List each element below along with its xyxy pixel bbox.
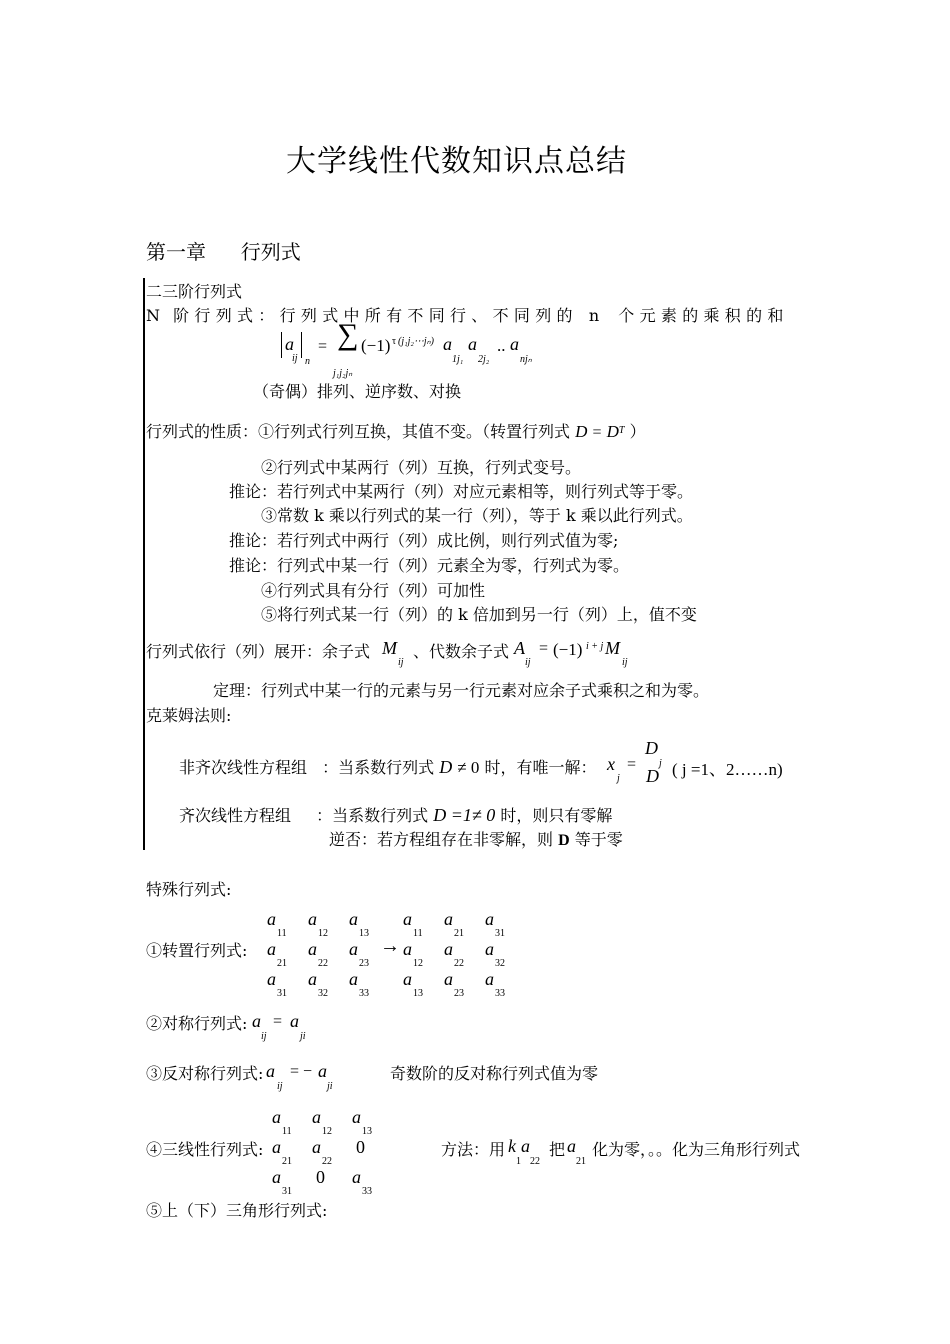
antisym-label: ③反对称行列式: <box>146 1064 264 1083</box>
triline-entry: 0 <box>356 1137 365 1157</box>
transpose-left-entry-sub: 21 <box>277 958 287 969</box>
anti-s2: ji <box>327 1081 333 1092</box>
formula-t2-sub: 2j₂ <box>478 354 490 365</box>
n-letter: n <box>588 306 600 325</box>
chapter-number: 第一章 <box>146 240 206 264</box>
nonhom-label: 非齐次线性方程组 <box>179 758 308 777</box>
sym-eq: = <box>273 1013 283 1030</box>
cramer-label: 克莱姆法则: <box>146 706 232 725</box>
triline-label: ④三线性行列式: <box>146 1140 264 1159</box>
transpose-left-entry-sub: 31 <box>277 988 287 999</box>
cofactor-ij: ij <box>525 657 531 668</box>
formula-tau: τ <box>392 336 397 347</box>
nonhom-neq: ≠ 0 <box>457 758 480 777</box>
props-label: 行列式的性质： <box>146 422 259 441</box>
transpose-label: ①转置行列式: <box>146 941 248 960</box>
antisym-note: 奇数阶的反对称行列式值为零 <box>390 1064 599 1083</box>
transpose-left-entry: a <box>267 909 276 929</box>
method-a22: a <box>521 1136 530 1156</box>
formula-an: a <box>510 334 519 354</box>
triangular-label: ⑤上（下）三角形行列式: <box>146 1201 328 1220</box>
props-p1: ①行列式行列互换，其值不变。（转置行列式 <box>258 422 571 441</box>
corollary-3: 推论：行列式中某一行（列）元素全为零，行列式为零。 <box>229 556 630 575</box>
method-a21: a <box>567 1136 576 1156</box>
formula-sign: (−1) <box>361 336 391 355</box>
cofactor-eq: = <box>539 640 549 657</box>
anti-a1: a <box>266 1061 275 1081</box>
formula-a1: a <box>443 334 452 354</box>
converse-text: 逆否：若方程组存在非零解，则 <box>329 830 554 849</box>
special-label: 特殊行列式: <box>146 880 232 899</box>
transpose-right-entry-sub: 23 <box>454 988 464 999</box>
section-rule <box>143 278 145 850</box>
triline-entry-sub: 22 <box>322 1156 332 1167</box>
sym-a1: a <box>252 1011 261 1031</box>
p1-DT: D <box>606 422 619 441</box>
transpose-right-entry: a <box>444 969 453 989</box>
cofactor-sign: (−1) <box>553 640 583 659</box>
transpose-left-entry: a <box>267 939 276 959</box>
triline-entry: a <box>312 1137 321 1157</box>
formula-eq: = <box>318 338 328 355</box>
property-1 <box>146 421 646 443</box>
transpose-right-entry-sub: 21 <box>454 928 464 939</box>
cramer-Dj: D <box>645 738 658 758</box>
cofactor-A: A <box>514 638 525 658</box>
triline-entry: a <box>272 1107 281 1127</box>
triline-entry-sub: 33 <box>362 1186 372 1197</box>
method-2: 把 <box>549 1140 566 1159</box>
method-k-sub: 1 <box>516 1156 521 1167</box>
transpose-right-entry-sub: 13 <box>413 988 423 999</box>
corollary-2: 推论：若行列式中两行（列）成比例，则行列式值为零; <box>229 531 619 550</box>
transpose-left-entry-sub: 12 <box>318 928 328 939</box>
transpose-left-entry-sub: 13 <box>359 928 369 939</box>
minor-ij: ij <box>398 657 404 668</box>
transpose-left-entry: a <box>308 969 317 989</box>
triline-entry: a <box>272 1167 281 1187</box>
transpose-left-entry-sub: 22 <box>318 958 328 969</box>
method-k: k <box>508 1136 516 1156</box>
cofactor-M-ij: ij <box>622 657 628 668</box>
triline-method <box>441 1140 505 1160</box>
formula-perm: (j₁j₂⋯jₙ) <box>398 336 434 347</box>
triline-entry-sub: 11 <box>282 1126 292 1137</box>
cramer-x-j: j <box>617 773 620 784</box>
cramer-x: x <box>607 754 615 774</box>
converse-tail: 等于零 <box>574 830 623 849</box>
triline-entry-sub: 31 <box>282 1186 292 1197</box>
formula-a2: a <box>468 334 477 354</box>
permutation-note: （奇偶）排列、逆序数、对换 <box>253 382 462 401</box>
page-title: 大学线性代数知识点总结 <box>286 144 627 179</box>
sym-s2: ji <box>300 1031 306 1042</box>
triline-entry-sub: 12 <box>322 1126 332 1137</box>
cramer-hom <box>179 805 612 826</box>
abs-bar-left <box>281 332 282 358</box>
transpose-right-entry-sub: 22 <box>454 958 464 969</box>
transpose-left-entry: a <box>308 939 317 959</box>
cofactor-M: M <box>605 638 620 658</box>
symmetric-label: ②对称行列式: <box>146 1014 248 1033</box>
cofactor-exp: i + j <box>586 641 604 652</box>
chapter-name: 行列式 <box>240 240 301 264</box>
anti-s1: ij <box>277 1081 283 1092</box>
expansion-text-1: 行列式依行（列）展开：余子式 <box>146 642 371 661</box>
transpose-left-entry: a <box>308 909 317 929</box>
cramer-nonhom <box>179 757 597 778</box>
abs-bar-right <box>301 332 302 358</box>
property-3: ③常数 k 乘以行列式的某一行（列），等于 k 乘以此行列式。 <box>261 506 693 525</box>
transpose-left-entry: a <box>349 969 358 989</box>
expansion-text-2: 、代数余子式 <box>413 642 510 661</box>
transpose-right-entry: a <box>403 939 412 959</box>
triline-entry: a <box>312 1107 321 1127</box>
formula-dots: .. <box>497 336 506 355</box>
transpose-left-entry: a <box>349 939 358 959</box>
transpose-right-entry-sub: 12 <box>413 958 423 969</box>
transpose-right-entry-sub: 11 <box>413 928 423 939</box>
section-heading: 二三阶行列式 <box>146 282 243 301</box>
nonhom-tail: 时，有唯一解： <box>484 758 597 777</box>
transpose-right-entry: a <box>485 909 494 929</box>
method-3: 化为零，。。化为三角形行列式 <box>592 1140 801 1159</box>
cramer-Dj-sub: j <box>659 758 662 769</box>
method-a21-sub: 21 <box>576 1156 586 1167</box>
n-lead: N <box>146 306 160 325</box>
transpose-right-entry: a <box>444 909 453 929</box>
anti-a2: a <box>318 1061 327 1081</box>
corollary-1: 推论：若行列式中某两行（列）对应元素相等，则行列式等于零。 <box>229 482 694 501</box>
cramer-D-den: D <box>646 766 659 786</box>
nonhom-colon: ：当系数行列式 <box>322 758 435 777</box>
transpose-left-entry-sub: 23 <box>359 958 369 969</box>
method-a22-sub: 22 <box>530 1156 540 1167</box>
sym-a2: a <box>290 1011 299 1031</box>
nonhom-D: D <box>439 757 453 777</box>
hom-colon: ：当系数行列式 <box>316 806 429 825</box>
minor-M: M <box>382 638 397 658</box>
transpose-right-entry: a <box>403 969 412 989</box>
hom-label: 齐次线性方程组 <box>179 806 292 825</box>
triline-entry: 0 <box>316 1167 325 1187</box>
formula-a: a <box>285 334 294 354</box>
triline-entry: a <box>352 1167 361 1187</box>
formula-under: j₁j₂jₙ <box>333 368 353 379</box>
triline-entry: a <box>352 1107 361 1127</box>
p1-eq: = <box>592 424 602 441</box>
property-4: ④行列式具有分行（列）可加性 <box>261 581 486 600</box>
transpose-left-entry-sub: 11 <box>277 928 287 939</box>
theorem: 定理：行列式中某一行的元素与另一行元素对应余子式乘积之和为零。 <box>213 681 710 700</box>
anti-eq: = − <box>290 1063 313 1080</box>
transpose-right-entry: a <box>485 969 494 989</box>
chapter-heading <box>146 236 301 265</box>
formula-ij: ij <box>292 353 298 364</box>
property-5: ⑤将行列式某一行（列）的 k 倍加到另一行（列）上，值不变 <box>261 605 697 624</box>
transpose-right-entry: a <box>485 939 494 959</box>
formula-tn-sub: njₙ <box>520 354 532 365</box>
hom-eq: D =1≠ 0 <box>433 805 496 825</box>
n-order-definition <box>146 306 789 326</box>
transpose-right-entry-sub: 33 <box>495 988 505 999</box>
method-1: 方法：用 <box>441 1140 506 1159</box>
property-2: ②行列式中某两行（列）互换，行列式变号。 <box>261 458 582 477</box>
transpose-left-entry-sub: 32 <box>318 988 328 999</box>
triline-entry-sub: 21 <box>282 1156 292 1167</box>
cramer-eq: = <box>627 756 637 773</box>
converse-D: D <box>558 832 570 849</box>
p1-D: D <box>575 422 588 441</box>
formula-t1-sub: 1j₁ <box>452 354 464 365</box>
sym-s1: ij <box>261 1031 267 1042</box>
sigma-icon: ∑ <box>337 318 359 351</box>
hom-tail: 时，则只有零解 <box>500 806 613 825</box>
p1-T: T <box>618 425 625 436</box>
transpose-right-entry-sub: 31 <box>495 928 505 939</box>
transpose-right-entry: a <box>444 939 453 959</box>
n-def-text: 阶行列式：行列式中所有不同行、不同列的 <box>173 306 578 325</box>
arrow-right-icon: → <box>380 935 400 957</box>
converse <box>329 830 623 851</box>
triline-entry-sub: 13 <box>362 1126 372 1137</box>
formula-n: n <box>305 356 310 367</box>
transpose-right-entry: a <box>403 909 412 929</box>
transpose-left-entry: a <box>267 969 276 989</box>
triline-entry: a <box>272 1137 281 1157</box>
p1-close: ） <box>629 422 646 441</box>
cramer-range: ( j =1、2……n) <box>672 760 783 779</box>
transpose-right-entry-sub: 32 <box>495 958 505 969</box>
transpose-left-entry-sub: 33 <box>359 988 369 999</box>
n-def-tail: 个元素的乘积的和 <box>618 306 789 325</box>
transpose-left-entry: a <box>349 909 358 929</box>
